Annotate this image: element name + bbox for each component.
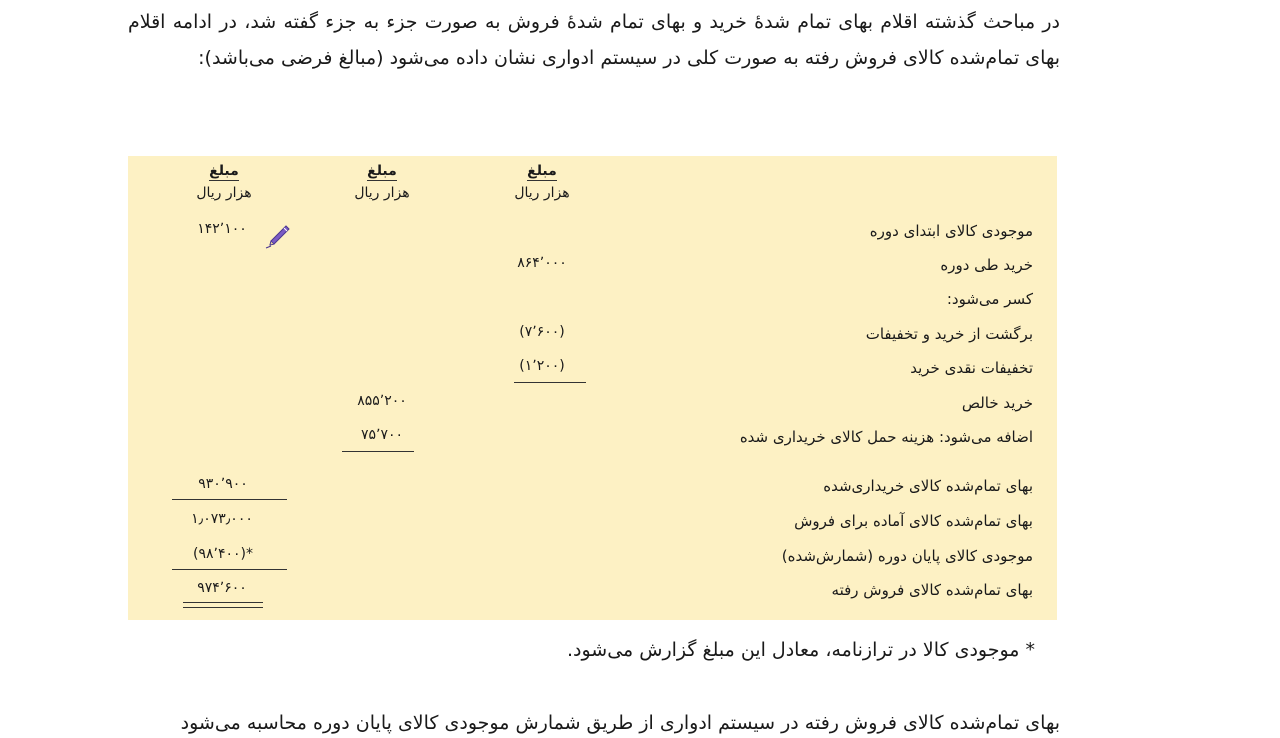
column-header-3-unit: هزار ریال — [196, 185, 252, 201]
amount-cell: (۱٬۲۰۰) — [519, 358, 565, 374]
amount-cell: ۱٫۰۷۳٫۰۰۰ — [191, 511, 253, 527]
amount-cell: ۸۵۵٬۲۰۰ — [357, 393, 407, 409]
total-double-underline-bottom — [183, 607, 263, 608]
column-header-1 — [487, 161, 597, 203]
column-header-3 — [169, 161, 279, 203]
subtotal-underline — [172, 499, 287, 500]
column-header-2-unit: هزار ریال — [354, 185, 410, 201]
amount-cell: (۹۸٬۴۰۰)* — [193, 546, 253, 562]
column-header-1-title: مبلغ — [527, 163, 557, 179]
row-label: بهای تمام‌شده کالای آماده برای فروش — [794, 512, 1033, 530]
total-amount-cell: ۹۷۴٬۶۰۰ — [197, 580, 247, 596]
subtotal-underline — [172, 569, 287, 570]
amount-cell: ۷۵٬۷۰۰ — [360, 427, 404, 443]
footnote: * موجودی کالا در ترازنامه، معادل این مبلغ گزارش می‌شود. — [566, 639, 1035, 661]
cogs-statement-panel — [128, 156, 1057, 620]
column-header-1-unit: هزار ریال — [514, 185, 570, 201]
row-label: کسر می‌شود: — [946, 290, 1033, 308]
intro-paragraph: در مباحث گذشته اقلام بهای تمام شدهٔ خرید و بهای تمام شدهٔ فروش به صورت جزء به جزء گفته شد، در ادامه اقلام بهای تمام‌شده کالای فروش رفته به صورت کلی در سیستم ادواری نشان داده می‌شود (مبالغ فرضی می‌باشد): — [128, 11, 1060, 69]
row-label: خرید خالص — [961, 394, 1033, 412]
total-double-underline-top — [183, 602, 263, 603]
row-label: موجودی کالای پایان دوره (شمارش‌شده) — [781, 547, 1033, 565]
row-label: تخفیفات نقدی خرید — [910, 359, 1033, 377]
column-header-3-title: مبلغ — [209, 163, 239, 179]
row-label: اضافه می‌شود: هزینه حمل کالای خریداری شده — [739, 428, 1033, 446]
amount-cell: ۹۳۰٬۹۰۰ — [198, 476, 248, 492]
amount-cell: (۷٬۶۰۰) — [519, 324, 565, 340]
column-header-2-title: مبلغ — [367, 163, 397, 179]
row-label: برگشت از خرید و تخفیفات — [865, 325, 1033, 343]
row-label: خرید طی دوره — [940, 256, 1033, 274]
row-label: بهای تمام‌شده کالای فروش رفته — [831, 581, 1033, 599]
row-label: بهای تمام‌شده کالای خریداری‌شده — [823, 477, 1033, 495]
subtotal-underline — [514, 382, 586, 383]
next-paragraph-partial: بهای تمام‌شده کالای فروش رفته در سیستم ادواری از طریق شمارش موجودی کالای پایان دوره محاسبه می‌شود — [180, 712, 1060, 734]
column-header-2 — [327, 161, 437, 203]
subtotal-underline — [342, 451, 414, 452]
amount-cell: ۱۴۲٬۱۰۰ — [197, 221, 247, 237]
row-label: موجودی کالای ابتدای دوره — [869, 222, 1033, 240]
amount-cell: ۸۶۴٬۰۰۰ — [517, 255, 567, 271]
